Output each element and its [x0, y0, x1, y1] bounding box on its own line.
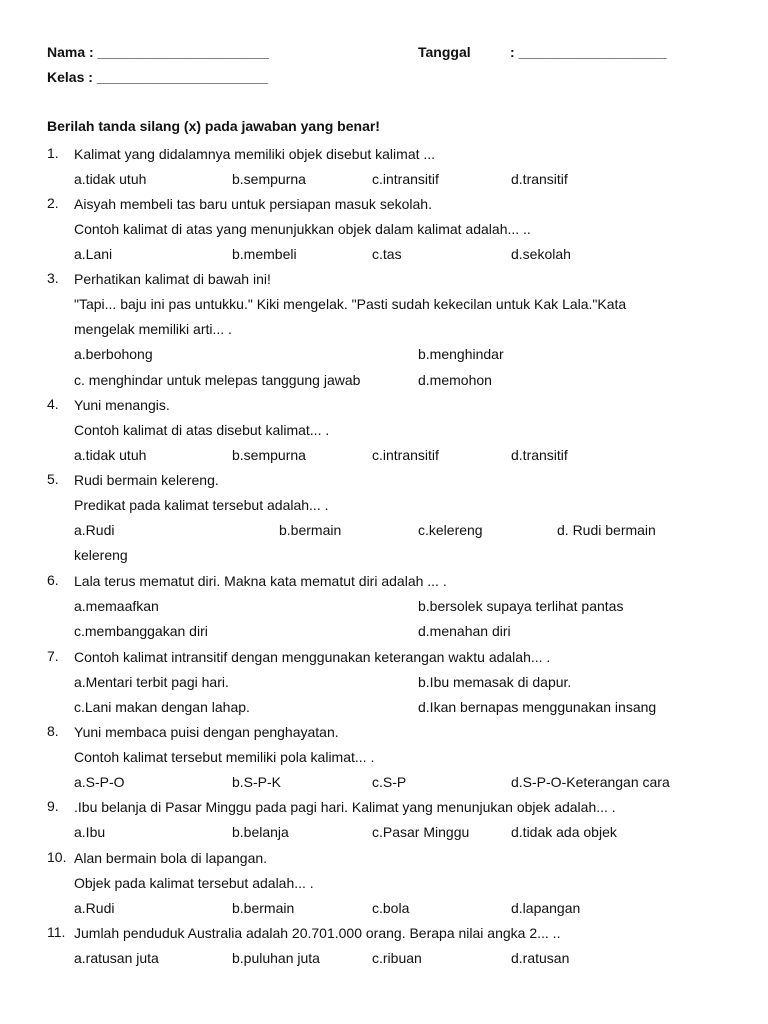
option-a[interactable]: a.Lani	[74, 246, 113, 262]
question-text: Aisyah membeli tas baru untuk persiapan masuk sekolah.	[74, 196, 432, 212]
tanggal-colon: :	[510, 44, 515, 60]
option-d[interactable]: d.ratusan	[511, 950, 570, 966]
option-a[interactable]: a.Rudi	[74, 522, 115, 538]
question-number: 6.	[47, 572, 59, 588]
option-b[interactable]: b.membeli	[232, 246, 297, 262]
nama-label: Nama :	[47, 44, 94, 60]
question-text: Yuni menangis.	[74, 397, 170, 413]
question-text: "Tapi... baju ini pas untukku." Kiki mengelak. "Pasti sudah kekecilan untuk Kak Lala."Kata	[74, 296, 627, 312]
option-c[interactable]: c.membanggakan diri	[74, 623, 208, 639]
question-number: 5.	[47, 471, 59, 487]
option-b[interactable]: b.bersolek supaya terlihat pantas	[418, 598, 624, 614]
question-number: 8.	[47, 723, 59, 739]
option-d[interactable]: d.menahan diri	[418, 623, 511, 639]
question-text: Lala terus mematut diri. Makna kata mematut diri adalah ... .	[74, 573, 447, 589]
question-text: Contoh kalimat tersebut memiliki pola kalimat... .	[74, 749, 375, 765]
nama-field	[47, 44, 269, 60]
option-c[interactable]: c.tas	[372, 246, 402, 262]
instruction-heading: Berilah tanda silang (x) pada jawaban yang benar!	[47, 118, 380, 134]
question-text: mengelak memiliki arti... .	[74, 321, 232, 337]
option-a[interactable]: a.Mentari terbit pagi hari.	[74, 674, 229, 690]
option-c[interactable]: c.intransitif	[372, 447, 439, 463]
option-a[interactable]: a.tidak utuh	[74, 447, 147, 463]
kelas-blank[interactable]: ______________________	[96, 69, 269, 85]
option-a[interactable]: a.ratusan juta	[74, 950, 159, 966]
option-d[interactable]: d.S-P-O-Keterangan cara	[511, 774, 670, 790]
question-number: 11.	[47, 924, 66, 940]
option-b[interactable]: b.Ibu memasak di dapur.	[418, 674, 572, 690]
option-a[interactable]: a.berbohong	[74, 346, 153, 362]
kelas-field	[47, 69, 268, 85]
tanggal-blank[interactable]: ___________________	[518, 44, 667, 60]
option-b[interactable]: b.bermain	[279, 522, 342, 538]
option-b[interactable]: b.sempurna	[232, 171, 306, 187]
option-d[interactable]: d.tidak ada objek	[511, 824, 617, 840]
question-text: Jumlah penduduk Australia adalah 20.701.000 orang. Berapa nilai angka 2... ..	[74, 925, 561, 941]
option-b[interactable]: b.menghindar	[418, 346, 504, 362]
option-b[interactable]: b.S-P-K	[232, 774, 282, 790]
option-b[interactable]: b.sempurna	[232, 447, 306, 463]
kelas-label: Kelas :	[47, 69, 93, 85]
option-b[interactable]: b.belanja	[232, 824, 289, 840]
option-d-continuation: kelereng	[74, 547, 128, 563]
question-number: 7.	[47, 648, 59, 664]
question-text: Rudi bermain kelereng.	[74, 472, 219, 488]
tanggal-field	[510, 44, 667, 60]
nama-blank[interactable]: ______________________	[97, 44, 269, 60]
option-b[interactable]: b.bermain	[232, 900, 295, 916]
option-c[interactable]: c.bola	[372, 900, 410, 916]
option-a[interactable]: a.S-P-O	[74, 774, 125, 790]
option-d[interactable]: d.sekolah	[511, 246, 571, 262]
option-a[interactable]: a.Ibu	[74, 824, 106, 840]
question-text: Contoh kalimat di atas disebut kalimat... .	[74, 422, 330, 438]
question-number: 2.	[47, 195, 59, 211]
question-text: Contoh kalimat intransitif dengan menggunakan keterangan waktu adalah... .	[74, 649, 551, 665]
question-number: 9.	[47, 798, 59, 814]
option-c[interactable]: c.kelereng	[418, 522, 483, 538]
option-c[interactable]: c. menghindar untuk melepas tanggung jawab	[74, 372, 361, 388]
option-d[interactable]: d.transitif	[511, 171, 568, 187]
option-d[interactable]: d. Rudi bermain	[557, 522, 656, 538]
question-number: 4.	[47, 396, 59, 412]
option-a[interactable]: a.memaafkan	[74, 598, 159, 614]
question-number: 3.	[47, 270, 59, 286]
question-text: Yuni membaca puisi dengan penghayatan.	[74, 724, 339, 740]
question-text: Perhatikan kalimat di bawah ini!	[74, 271, 271, 287]
question-text: Kalimat yang didalamnya memiliki objek disebut kalimat ...	[74, 146, 436, 162]
option-c[interactable]: c.S-P	[372, 774, 407, 790]
question-number: 10.	[47, 849, 67, 865]
option-d[interactable]: d.memohon	[418, 372, 492, 388]
option-c[interactable]: c.ribuan	[372, 950, 422, 966]
option-c[interactable]: c.intransitif	[372, 171, 439, 187]
question-number: 1.	[47, 145, 59, 161]
option-b[interactable]: b.puluhan juta	[232, 950, 320, 966]
option-d[interactable]: d.lapangan	[511, 900, 581, 916]
option-d[interactable]: d.transitif	[511, 447, 568, 463]
option-c[interactable]: c.Pasar Minggu	[372, 824, 470, 840]
question-text: Contoh kalimat di atas yang menunjukkan objek dalam kalimat adalah... ..	[74, 221, 531, 237]
tanggal-label: Tanggal	[418, 44, 471, 60]
question-text: .Ibu belanja di Pasar Minggu pada pagi hari. Kalimat yang menunjukan objek adalah... .	[74, 799, 616, 815]
option-d[interactable]: d.Ikan bernapas menggunakan insang	[418, 699, 657, 715]
option-c[interactable]: c.Lani makan dengan lahap.	[74, 699, 250, 715]
question-text: Objek pada kalimat tersebut adalah... .	[74, 875, 314, 891]
option-a[interactable]: a.tidak utuh	[74, 171, 147, 187]
question-text: Alan bermain bola di lapangan.	[74, 850, 268, 866]
option-a[interactable]: a.Rudi	[74, 900, 115, 916]
question-text: Predikat pada kalimat tersebut adalah... .	[74, 497, 329, 513]
